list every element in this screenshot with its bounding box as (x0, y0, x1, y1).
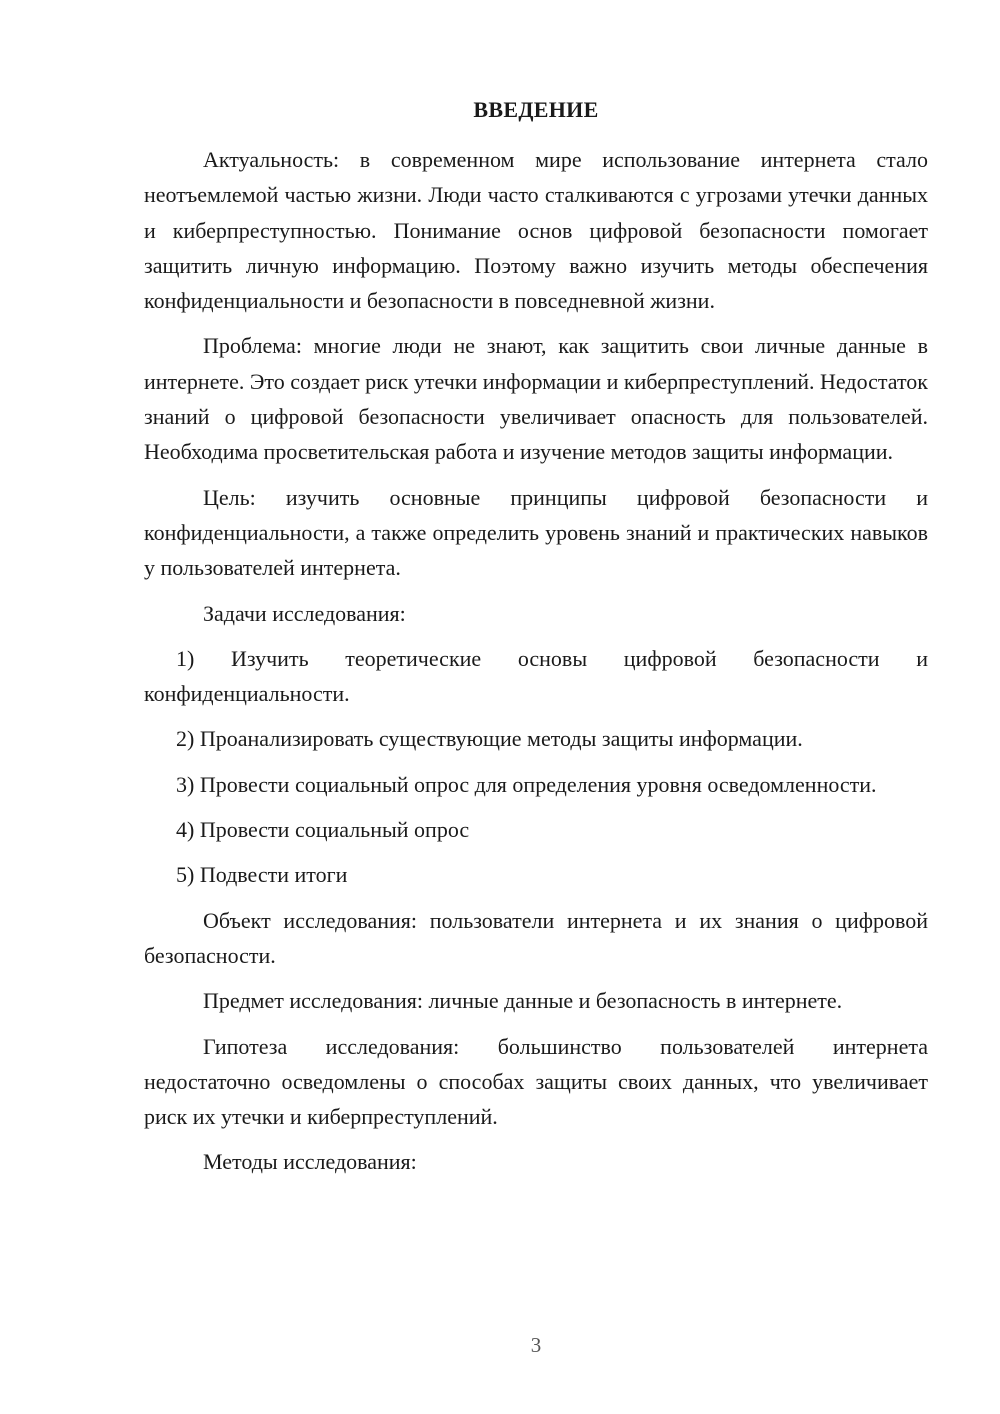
task-item-2: 2) Проанализировать существующие методы защиты информации. (176, 726, 803, 752)
paragraph-relevance: Актуальность: в современном мире использование интернета стало неотъемлемой частью жизни. Люди часто сталкиваются с угрозами утечки данных и киберпреступностью. Понимание основ цифровой безопасности помогает защитить личную информацию. Поэтому важно изучить методы обеспечения конфиденциальности и безопасности в повседневной жизни. (144, 147, 928, 314)
task-item-1: 1) Изучить теоретические основы цифровой безопасности и конфиденциальности. (144, 645, 928, 707)
task-item-3: 3) Провести социальный опрос для определения уровня осведомленности. (176, 771, 877, 797)
paragraph-hypothesis: Гипотеза исследования: большинство пользователей интернета недостаточно осведомлены о способах защиты своих данных, что увеличивает риск их утечки и киберпреступлений. (144, 1033, 928, 1130)
paragraph-goal: Цель: изучить основные принципы цифровой безопасности и конфиденциальности, а также определить уровень знаний и практических навыков у пользователей интернета. (144, 484, 928, 581)
paragraph-methods: Методы исследования: (203, 1149, 417, 1175)
paragraph-subject: Предмет исследования: личные данные и безопасность в интернете. (203, 988, 843, 1014)
page-title: ВВЕДЕНИЕ (473, 97, 599, 122)
paragraph-problem: Проблема: многие люди не знают, как защитить свои личные данные в интернете. Это создает риск утечки информации и киберпреступлений. Недостаток знаний о цифровой безопасности увеличивает опасность для пользователей. Необходима просветительская работа и изучение методов защиты информации. (144, 333, 928, 465)
task-item-5: 5) Подвести итоги (176, 862, 348, 888)
task-item-4: 4) Провести социальный опрос (176, 817, 470, 843)
paragraph-object: Объект исследования: пользователи интернета и их знания о цифровой безопасности. (144, 907, 928, 968)
paragraph-tasks-heading: Задачи исследования: (203, 600, 406, 626)
page-number: 3 (530, 1333, 542, 1357)
document-body (144, 142, 928, 1190)
